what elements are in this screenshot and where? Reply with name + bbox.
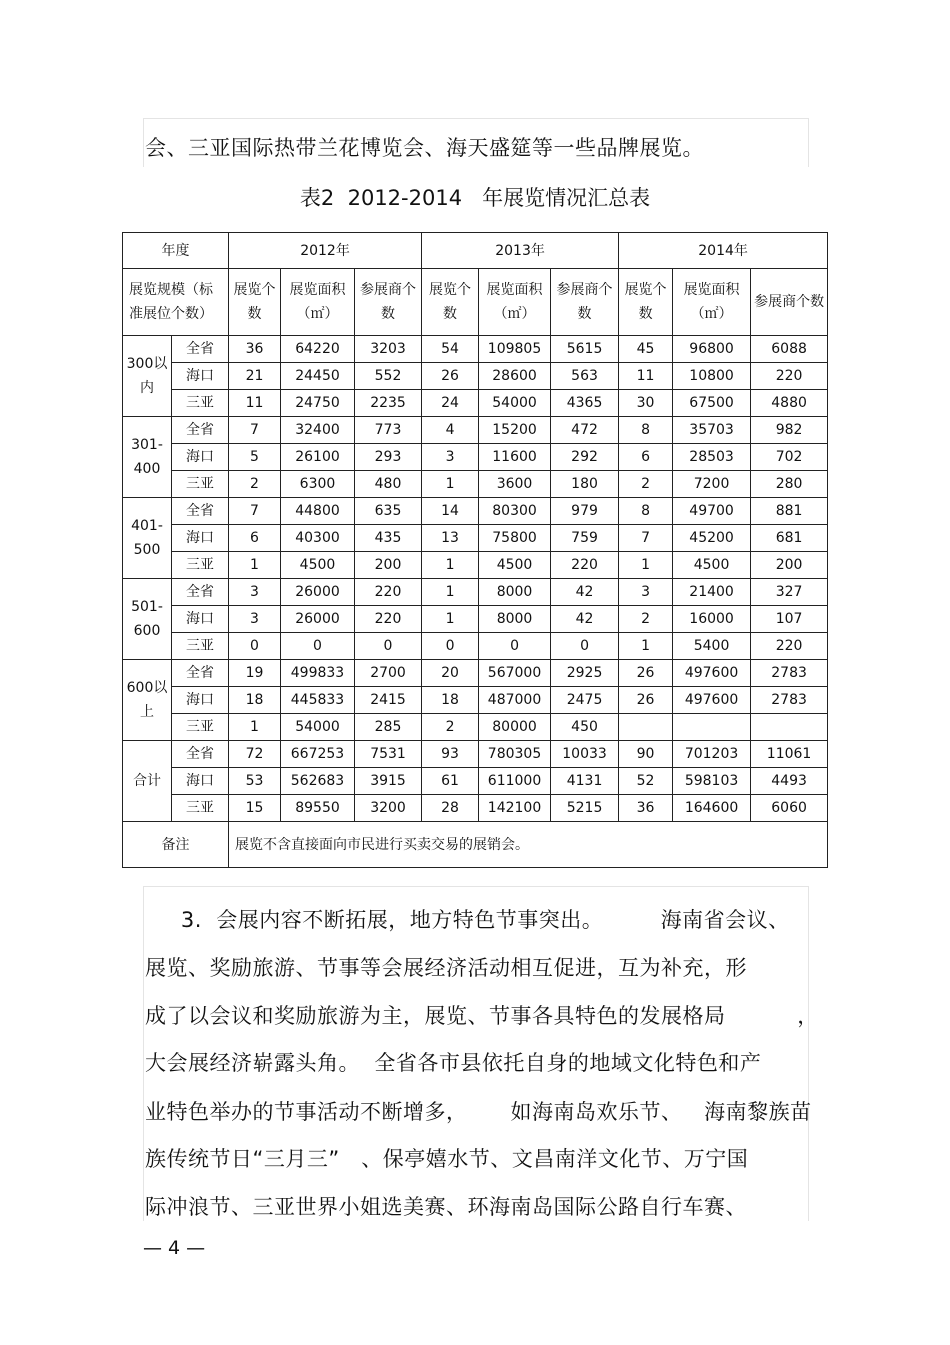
value-cell: 3: [422, 444, 479, 471]
value-cell: 64220: [281, 336, 355, 363]
table-row: [123, 363, 828, 390]
region-cell: 海口: [172, 687, 229, 714]
exhibition-summary-table: [122, 232, 828, 868]
table-row: [123, 768, 828, 795]
value-cell: 89550: [281, 795, 355, 822]
region-cell: 海口: [172, 525, 229, 552]
value-cell: 5615: [551, 336, 619, 363]
value-cell: 24: [422, 390, 479, 417]
value-cell: 1: [619, 633, 673, 660]
value-cell: 480: [355, 471, 422, 498]
top-paragraph-line: 会、三亚国际热带兰花博览会、海天盛筵等一些品牌展览。: [145, 136, 704, 160]
value-cell: 487000: [479, 687, 551, 714]
value-cell: 6088: [751, 336, 828, 363]
value-cell: 28503: [673, 444, 751, 471]
scale-group-label: 401-500: [123, 498, 172, 579]
value-cell: 28: [422, 795, 479, 822]
value-cell: 200: [355, 552, 422, 579]
region-cell: 海口: [172, 444, 229, 471]
value-cell: 32400: [281, 417, 355, 444]
scale-group-label: 301-400: [123, 417, 172, 498]
value-cell: 563: [551, 363, 619, 390]
value-cell: 702: [751, 444, 828, 471]
value-cell: 4500: [281, 552, 355, 579]
value-cell: 8: [619, 417, 673, 444]
value-cell: 2: [619, 471, 673, 498]
value-cell: 4365: [551, 390, 619, 417]
value-cell: 0: [422, 633, 479, 660]
value-cell: 2: [422, 714, 479, 741]
value-cell: 16000: [673, 606, 751, 633]
value-cell: 15: [229, 795, 281, 822]
value-cell: 54: [422, 336, 479, 363]
table-row: [123, 552, 828, 579]
table-row: [123, 795, 828, 822]
value-cell: 36: [229, 336, 281, 363]
value-cell: 30: [619, 390, 673, 417]
value-cell: 2925: [551, 660, 619, 687]
value-cell: 567000: [479, 660, 551, 687]
year-2012: 2012年: [229, 233, 422, 269]
value-cell: 562683: [281, 768, 355, 795]
value-cell: 4493: [751, 768, 828, 795]
value-cell: 2: [229, 471, 281, 498]
value-cell: 220: [751, 633, 828, 660]
scale-group-label: 501-600: [123, 579, 172, 660]
value-cell: 292: [551, 444, 619, 471]
table-row: [123, 417, 828, 444]
region-cell: 全省: [172, 741, 229, 768]
table-row: [123, 525, 828, 552]
table-row: [123, 336, 828, 363]
value-cell: 53: [229, 768, 281, 795]
col-header: 展览面积（㎡）: [479, 269, 551, 336]
value-cell: 6: [229, 525, 281, 552]
value-cell: 3: [619, 579, 673, 606]
value-cell: 13: [422, 525, 479, 552]
value-cell: 19: [229, 660, 281, 687]
header-row-years: [123, 233, 828, 269]
value-cell: 3600: [479, 471, 551, 498]
value-cell: 598103: [673, 768, 751, 795]
value-cell: 10800: [673, 363, 751, 390]
value-cell: 90: [619, 741, 673, 768]
value-cell: 3915: [355, 768, 422, 795]
value-cell: 18: [422, 687, 479, 714]
value-cell: 982: [751, 417, 828, 444]
value-cell: 1: [229, 552, 281, 579]
value-cell: 11: [229, 390, 281, 417]
value-cell: 67500: [673, 390, 751, 417]
value-cell: 780305: [479, 741, 551, 768]
value-cell: 35703: [673, 417, 751, 444]
value-cell: 72: [229, 741, 281, 768]
value-cell: 497600: [673, 660, 751, 687]
value-cell: 21: [229, 363, 281, 390]
value-cell: 40300: [281, 525, 355, 552]
value-cell: 759: [551, 525, 619, 552]
value-cell: 8000: [479, 579, 551, 606]
region-cell: 海口: [172, 606, 229, 633]
value-cell: 28600: [479, 363, 551, 390]
value-cell: 45200: [673, 525, 751, 552]
value-cell: 75800: [479, 525, 551, 552]
value-cell: 42: [551, 606, 619, 633]
year-2013: 2013年: [422, 233, 619, 269]
body-line: 成了以会议和奖励旅游为主，展览、节事各具特色的发展格局 ，: [145, 1004, 819, 1028]
value-cell: 285: [355, 714, 422, 741]
value-cell: 45: [619, 336, 673, 363]
region-cell: 海口: [172, 363, 229, 390]
value-cell: 5: [229, 444, 281, 471]
value-cell: 14: [422, 498, 479, 525]
value-cell: 499833: [281, 660, 355, 687]
region-cell: 全省: [172, 498, 229, 525]
value-cell: 220: [355, 606, 422, 633]
value-cell: 44800: [281, 498, 355, 525]
table-row: [123, 390, 828, 417]
value-cell: 180: [551, 471, 619, 498]
value-cell: 327: [751, 579, 828, 606]
value-cell: 26000: [281, 579, 355, 606]
value-cell: 36: [619, 795, 673, 822]
value-cell: 4131: [551, 768, 619, 795]
value-cell: 3: [229, 579, 281, 606]
value-cell: 3203: [355, 336, 422, 363]
col-header: 参展商个数: [355, 269, 422, 336]
value-cell: 220: [551, 552, 619, 579]
value-cell: 445833: [281, 687, 355, 714]
value-cell: 96800: [673, 336, 751, 363]
value-cell: 0: [281, 633, 355, 660]
value-cell: 26000: [281, 606, 355, 633]
value-cell: 15200: [479, 417, 551, 444]
value-cell: 21400: [673, 579, 751, 606]
value-cell: 2700: [355, 660, 422, 687]
value-cell: 1: [422, 471, 479, 498]
value-cell: 4880: [751, 390, 828, 417]
table-row: [123, 498, 828, 525]
value-cell: 1: [229, 714, 281, 741]
table-row: [123, 444, 828, 471]
body-line: 业特色举办的节事活动不断增多， 如海南岛欢乐节、 海南黎族苗: [145, 1100, 812, 1124]
value-cell: 3: [229, 606, 281, 633]
note-row: [123, 822, 828, 868]
value-cell: 18: [229, 687, 281, 714]
value-cell: 20: [422, 660, 479, 687]
value-cell: 220: [751, 363, 828, 390]
value-cell: 5400: [673, 633, 751, 660]
value-cell: 10033: [551, 741, 619, 768]
col-header: 展览个数: [619, 269, 673, 336]
region-cell: 海口: [172, 768, 229, 795]
table-row: [123, 660, 828, 687]
value-cell: 61: [422, 768, 479, 795]
value-cell: 24750: [281, 390, 355, 417]
scale-group-label: 合计: [123, 741, 172, 822]
value-cell: 80000: [479, 714, 551, 741]
value-cell: 0: [479, 633, 551, 660]
note-label: 备注: [123, 822, 229, 868]
region-cell: 全省: [172, 336, 229, 363]
col-header: 展览个数: [229, 269, 281, 336]
body-line: 3. 会展内容不断拓展，地方特色节事突出。 海南省会议、: [145, 908, 790, 932]
table-row: [123, 471, 828, 498]
body-line: 大会展经济崭露头角。 全省各市县依托自身的地域文化特色和产: [145, 1051, 762, 1075]
value-cell: 54000: [479, 390, 551, 417]
body-line: 展览、奖励旅游、节事等会展经济活动相互促进，互为补充，形: [145, 956, 747, 980]
value-cell: 52: [619, 768, 673, 795]
col-header: 参展商个数: [551, 269, 619, 336]
value-cell: 8000: [479, 606, 551, 633]
value-cell: 4500: [673, 552, 751, 579]
value-cell: 450: [551, 714, 619, 741]
value-cell: 3200: [355, 795, 422, 822]
col-header: 参展商个数: [751, 269, 828, 336]
col-header: 展览个数: [422, 269, 479, 336]
value-cell: 2783: [751, 660, 828, 687]
value-cell: 1: [422, 579, 479, 606]
value-cell: 280: [751, 471, 828, 498]
value-cell: 2475: [551, 687, 619, 714]
value-cell: 6300: [281, 471, 355, 498]
value-cell: 26: [422, 363, 479, 390]
value-cell: 93: [422, 741, 479, 768]
value-cell: 6060: [751, 795, 828, 822]
table-row: [123, 633, 828, 660]
value-cell: 6: [619, 444, 673, 471]
value-cell: 701203: [673, 741, 751, 768]
value-cell: 2: [619, 606, 673, 633]
value-cell: 7: [229, 417, 281, 444]
col-header: 展览面积（㎡）: [673, 269, 751, 336]
value-cell: 107: [751, 606, 828, 633]
region-cell: 三亚: [172, 795, 229, 822]
col-header: 展览面积（㎡）: [281, 269, 355, 336]
value-cell: 24450: [281, 363, 355, 390]
value-cell: 293: [355, 444, 422, 471]
scale-header: 展览规模（标准展位个数）: [123, 269, 229, 336]
page-number: — 4 —: [143, 1237, 206, 1259]
region-cell: 三亚: [172, 714, 229, 741]
table-row: [123, 741, 828, 768]
value-cell: 881: [751, 498, 828, 525]
value-cell: 1: [422, 552, 479, 579]
value-cell: 7200: [673, 471, 751, 498]
value-cell: 7: [619, 525, 673, 552]
value-cell: 26100: [281, 444, 355, 471]
value-cell: 7: [229, 498, 281, 525]
table-row: [123, 714, 828, 741]
value-cell: 4500: [479, 552, 551, 579]
value-cell: 773: [355, 417, 422, 444]
value-cell: 497600: [673, 687, 751, 714]
value-cell: 0: [551, 633, 619, 660]
scale-group-label: 600以上: [123, 660, 172, 741]
value-cell: 42: [551, 579, 619, 606]
value-cell: 0: [355, 633, 422, 660]
value-cell: 2783: [751, 687, 828, 714]
region-cell: 全省: [172, 417, 229, 444]
value-cell: 26: [619, 660, 673, 687]
value-cell: 2235: [355, 390, 422, 417]
value-cell: 552: [355, 363, 422, 390]
region-cell: 三亚: [172, 390, 229, 417]
region-cell: 三亚: [172, 552, 229, 579]
value-cell: 611000: [479, 768, 551, 795]
table-row: [123, 579, 828, 606]
table-title: 表2 2012-2014 年展览情况汇总表: [299, 186, 651, 210]
value-cell: 142100: [479, 795, 551, 822]
year-2014: 2014年: [619, 233, 828, 269]
value-cell: 1: [422, 606, 479, 633]
table-row: [123, 606, 828, 633]
value-cell: 109805: [479, 336, 551, 363]
value-cell: 4: [422, 417, 479, 444]
value-cell: 164600: [673, 795, 751, 822]
region-cell: 三亚: [172, 633, 229, 660]
body-line: 族传统节日“三月三” 、保亭嬉水节、文昌南洋文化节、万宁国: [145, 1147, 749, 1171]
value-cell: 220: [355, 579, 422, 606]
value-cell: [673, 714, 751, 741]
value-cell: 11600: [479, 444, 551, 471]
region-cell: 三亚: [172, 471, 229, 498]
value-cell: 635: [355, 498, 422, 525]
note-text: 展览不含直接面向市民进行买卖交易的展销会。: [229, 822, 828, 868]
value-cell: 2415: [355, 687, 422, 714]
value-cell: 435: [355, 525, 422, 552]
value-cell: 472: [551, 417, 619, 444]
value-cell: 0: [229, 633, 281, 660]
year-header: 年度: [123, 233, 229, 269]
value-cell: 7531: [355, 741, 422, 768]
value-cell: 54000: [281, 714, 355, 741]
value-cell: 8: [619, 498, 673, 525]
value-cell: 681: [751, 525, 828, 552]
value-cell: 200: [751, 552, 828, 579]
value-cell: 49700: [673, 498, 751, 525]
value-cell: 26: [619, 687, 673, 714]
value-cell: 80300: [479, 498, 551, 525]
value-cell: 11: [619, 363, 673, 390]
scale-group-label: 300以内: [123, 336, 172, 417]
value-cell: [751, 714, 828, 741]
value-cell: [619, 714, 673, 741]
header-row-columns: [123, 269, 828, 336]
value-cell: 979: [551, 498, 619, 525]
body-line: 际冲浪节、三亚世界小姐选美赛、环海南岛国际公路自行车赛、: [145, 1195, 747, 1219]
region-cell: 全省: [172, 579, 229, 606]
table-row: [123, 687, 828, 714]
value-cell: 11061: [751, 741, 828, 768]
region-cell: 全省: [172, 660, 229, 687]
value-cell: 667253: [281, 741, 355, 768]
value-cell: 1: [619, 552, 673, 579]
value-cell: 5215: [551, 795, 619, 822]
